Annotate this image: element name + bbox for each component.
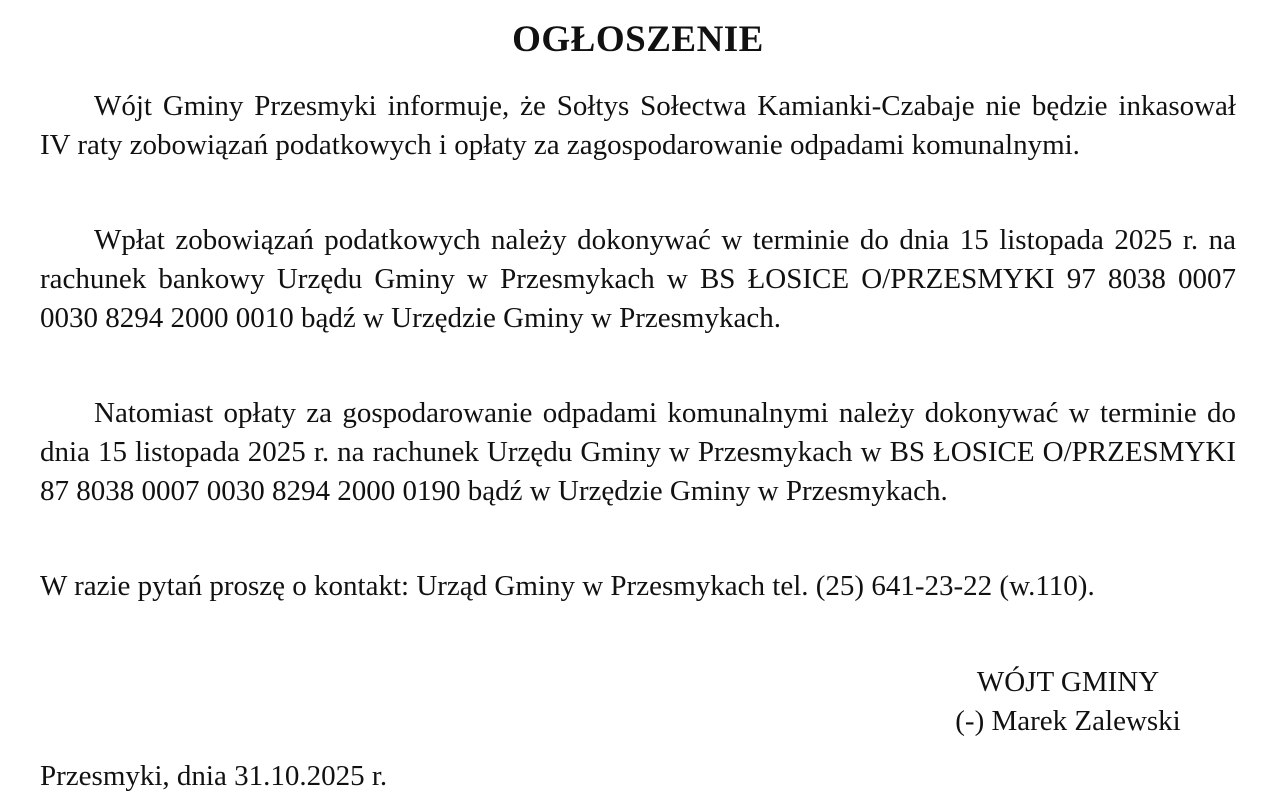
signature-name: (-) Marek Zalewski: [955, 705, 1181, 737]
contact-info: W razie pytań proszę o kontakt: Urząd Gminy w Przesmykach tel. (25) 641-23-22 (w.110).: [40, 570, 1095, 602]
signature-role: WÓJT GMINY: [976, 666, 1160, 698]
notice-title: OGŁOSZENIE: [512, 19, 764, 60]
paragraph-collection-info: Wójt Gminy Przesmyki informuje, że Sołtys Sołectwa Kamianki-Czabaje nie będzie inkasował IV raty zobowiązań podatkowych i opłaty za zagospodarowanie odpadami komunalnymi.: [40, 90, 1236, 161]
place-date: Przesmyki, dnia 31.10.2025 r.: [40, 760, 388, 792]
signature-block: [920, 663, 1216, 741]
paragraph-waste-fee-payment: Natomiast opłaty za gospodarowanie odpadami komunalnymi należy dokonywać w terminie do dnia 15 listopada 2025 r. na rachunek Urzędu Gminy w Przesmykach w BS ŁOSICE O/PRZESMYKI 87 8038 0007 0030 8294 2000 0190 bądź w Urzędzie Gminy w Przesmykach.: [40, 397, 1236, 507]
paragraph-tax-payment: Wpłat zobowiązań podatkowych należy dokonywać w terminie do dnia 15 listopada 2025 r. na rachunek bankowy Urzędu Gminy w Przesmykach w BS ŁOSICE O/PRZESMYKI 97 8038 0007 0030 8294 2000 0010 bądź w Urzędzie Gminy w Przesmykach.: [40, 224, 1236, 334]
notice-document: [40, 0, 1236, 806]
